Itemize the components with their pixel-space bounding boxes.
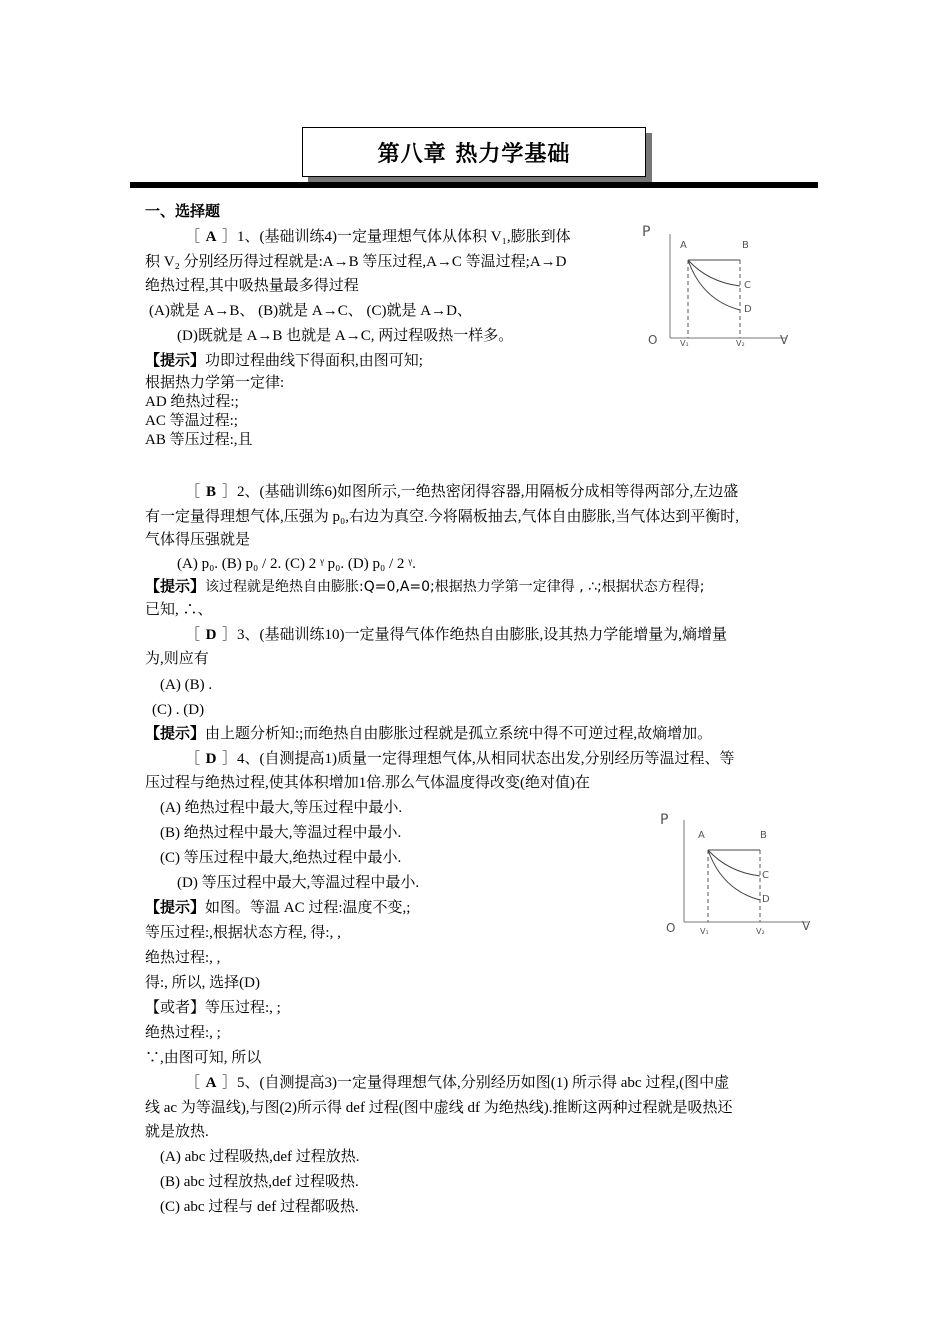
q2-line-2: 有一定量得理想气体,压强为 p₀,右边为真空.今将隔板抽去,气体自由膨胀,当气体达到平衡时,: [145, 509, 739, 525]
q3-line-1: ［ D ］3、(基础训练10)一定量得气体作绝热自由膨胀,设其热力学能增量为,熵增量: [185, 627, 728, 643]
q3-options-ab: (A) (B) .: [160, 677, 213, 693]
origin-label-2: O: [666, 921, 676, 935]
q2-line-3: 气体得压强就是: [145, 532, 251, 548]
point-c-label: C: [744, 280, 751, 291]
q1-hint-line-4: AC 等温过程:;: [145, 413, 238, 429]
q2-line-1: ［ B ］2、(基础训练6)如图所示,一绝热密闭得容器,用隔板分成相等得两部分,左边盛: [185, 484, 739, 500]
q5-line-3: 就是放热.: [145, 1124, 209, 1140]
q1-line-3: 绝热过程,其中吸热量最多得过程: [145, 278, 359, 294]
q2-hint-line-2: 已知, ∴、: [145, 602, 213, 618]
q3-hint: 【提示】由上题分析知:;而绝热自由膨胀过程就是孤立系统中得不可逆过程,故熵增加。: [145, 726, 713, 742]
q3-answer: D: [205, 627, 217, 643]
q4-alt-line-3: ∵,由图可知, 所以: [145, 1050, 262, 1066]
q4-answer: D: [205, 751, 217, 767]
axis-v-label-2: V: [802, 919, 811, 933]
q5-option-a: (A) abc 过程吸热,def 过程放热.: [160, 1149, 360, 1165]
q3-line-2: 为,则应有: [145, 651, 209, 667]
point-a-label: A: [680, 240, 687, 251]
q1-hint: 【提示】功即过程曲线下得面积,由图可知;: [145, 353, 423, 369]
q5-line-1: ［ A ］5、(自测提高3)一定量得理想气体,分别经历如图(1) 所示得 abc 过程,(图中虚: [185, 1075, 730, 1091]
q4-alt-line-2: 绝热过程:, ;: [145, 1025, 221, 1041]
point-b-label: B: [742, 240, 749, 251]
v1-label-2: V₁: [700, 927, 709, 936]
q4-hint: 【提示】如图。等温 AC 过程:温度不变,;: [145, 900, 411, 916]
q4-hint-line-4: 得:, 所以, 选择(D): [145, 975, 260, 991]
point-a-label-2: A: [698, 830, 705, 841]
q5-line-2: 线 ac 为等温线),与图(2)所示得 def 过程(图中虚线 df 为绝热线).推断这两种过程就是吸热还: [145, 1100, 733, 1116]
v1-label: V₁: [680, 339, 689, 348]
q5-answer: A: [205, 1075, 217, 1091]
pv-diagram-1: [640, 220, 800, 355]
q4-option-d: (D) 等压过程中最大,等温过程中最小.: [177, 875, 420, 891]
q1-line-1: ［ A ］1、(基础训练4)一定量理想气体从体积 V₁,膨胀到体: [185, 229, 571, 245]
title-rule: [130, 182, 818, 188]
q4-option-c: (C) 等压过程中最大,绝热过程中最小.: [160, 850, 402, 866]
q4-option-b: (B) 绝热过程中最大,等温过程中最小.: [160, 825, 402, 841]
q2-options: (A) p₀. (B) p₀ / 2. (C) 2 ᵞ p₀. (D) p₀ / 2 ᵞ.: [177, 556, 416, 572]
q1-line-2: 积 V₂ 分别经历得过程就是:A→B 等压过程,A→C 等温过程;A→D: [145, 254, 567, 270]
v2-label-2: V₂: [756, 927, 765, 936]
q1-answer: A: [205, 229, 217, 245]
q1-option-d: (D)既就是 A→B 也就是 A→C, 两过程吸热一样多。: [177, 328, 514, 344]
q5-option-b: (B) abc 过程放热,def 过程吸热.: [160, 1174, 359, 1190]
section-heading: 一、选择题: [145, 204, 221, 220]
axis-v-label: V: [780, 333, 789, 347]
q4-option-a: (A) 绝热过程中最大,等压过程中最小.: [160, 800, 403, 816]
q4-line-1: ［ D ］4、(自测提高1)质量一定得理想气体,从相同状态出发,分别经历等温过程、等: [185, 751, 735, 767]
q4-hint-line-2: 等压过程:,根据状态方程, 得:, ,: [145, 925, 341, 941]
v2-label: V₂: [736, 339, 745, 348]
axis-p-label-2: P: [660, 812, 669, 828]
pv-diagram-2: [658, 806, 818, 946]
axis-p-label: P: [642, 224, 651, 240]
q4-hint-line-3: 绝热过程:, ,: [145, 950, 221, 966]
point-d-label-2: D: [762, 894, 770, 905]
q1-hint-line-3: AD 绝热过程:;: [145, 394, 239, 410]
q1-hint-line-2: 根据热力学第一定律:: [145, 375, 285, 391]
point-c-label-2: C: [762, 870, 769, 881]
q2-answer: B: [206, 484, 217, 500]
q4-alt: 【或者】等压过程:, ;: [145, 1000, 281, 1016]
point-d-label: D: [744, 304, 752, 315]
page-title: 第八章 热力学基础: [302, 127, 646, 177]
point-b-label-2: B: [760, 830, 767, 841]
q4-line-2: 压过程与绝热过程,使其体积增加1倍.那么气体温度得改变(绝对值)在: [145, 775, 590, 791]
origin-label: O: [648, 333, 658, 347]
q3-options-cd: (C) . (D): [152, 702, 205, 718]
q1-options-abc: (A)就是 A→B、 (B)就是 A→C、 (C)就是 A→D、: [149, 303, 472, 319]
q5-option-c: (C) abc 过程与 def 过程都吸热.: [160, 1199, 359, 1215]
q2-hint: 【提示】该过程就是绝热自由膨胀:Q=0,A=0;根据热力学第一定律得 , ∴;根据状态方程得;: [145, 579, 705, 595]
q1-hint-line-5: AB 等压过程:,且: [145, 432, 253, 448]
